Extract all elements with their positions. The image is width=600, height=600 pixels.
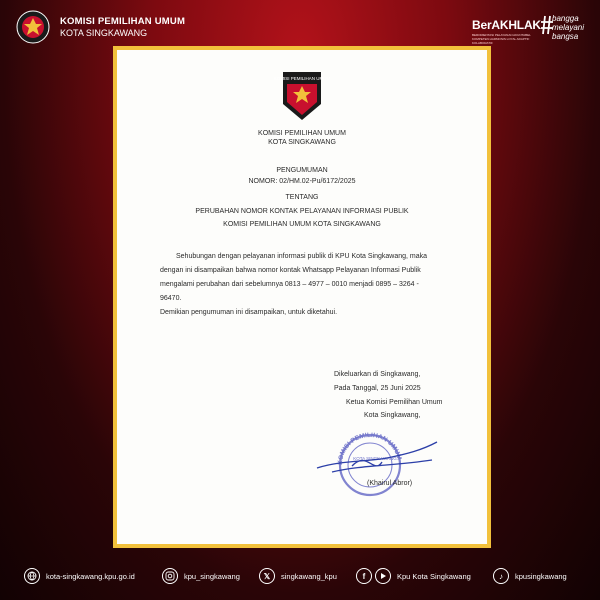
- signer-name: (Khairul Abror): [367, 480, 413, 487]
- body-line-2: dengan ini disampaikan bahwa nomor kontak Whatsapp Pelayanan Informasi Publik: [160, 267, 421, 274]
- berakhlak-logo-text: BerAKHLAK: [472, 18, 541, 32]
- signer-title-2: Kota Singkawang,: [364, 412, 421, 419]
- official-stamp-icon: [312, 420, 452, 500]
- footer-instagram[interactable]: [162, 568, 240, 584]
- letterhead-line-2: KOTA SINGKAWANG: [268, 139, 336, 146]
- x-text: singkawang_kpu: [281, 571, 337, 581]
- facebook-youtube-text: Kpu Kota Singkawang: [397, 571, 471, 581]
- org-subtitle: KOTA SINGKAWANG: [60, 28, 148, 38]
- doc-number: NOMOR: 02/HM.02-Pu/6172/2025: [248, 178, 356, 185]
- youtube-icon: [375, 568, 391, 584]
- doc-about: TENTANG: [285, 194, 319, 201]
- doc-subject-line-1: PERUBAHAN NOMOR KONTAK PELAYANAN INFORMASI PUBLIK: [195, 208, 409, 215]
- announcement-document: [117, 50, 487, 544]
- website-text: kota-singkawang.kpu.go.id: [46, 571, 135, 581]
- tiktok-text: kpusingkawang: [515, 571, 567, 581]
- footer-facebook-youtube[interactable]: [356, 568, 471, 584]
- kpu-logo: [16, 10, 50, 44]
- instagram-text: kpu_singkawang: [184, 571, 240, 581]
- kpu-seal-icon: [273, 70, 331, 122]
- tiktok-icon: ♪: [493, 568, 509, 584]
- body-line-4: 96470.: [160, 295, 182, 302]
- globe-icon: [24, 568, 40, 584]
- issued-date: Pada Tanggal, 25 Juni 2025: [334, 385, 421, 392]
- doc-title: PENGUMUMAN: [276, 167, 328, 174]
- slogan: [552, 14, 584, 41]
- slogan-line-1: bangga: [552, 14, 579, 23]
- issued-place: Dikeluarkan di Singkawang,: [334, 371, 421, 378]
- footer-tiktok[interactable]: [493, 568, 567, 584]
- letterhead-line-1: KOMISI PEMILIHAN UMUM: [258, 130, 346, 137]
- footer-x[interactable]: [259, 568, 337, 584]
- body-line-1: Sehubungan dengan pelayanan informasi publik di KPU Kota Singkawang, maka: [176, 253, 428, 260]
- stamp-arc-text: KOMISI PEMILIHAN UMUM: [336, 431, 403, 466]
- instagram-icon: [162, 568, 178, 584]
- facebook-icon: f: [356, 568, 372, 584]
- org-name: KOMISI PEMILIHAN UMUM: [60, 16, 186, 27]
- body-line-3: mengalami perubahan dari sebelumnya 0813 – 4977 – 0010 menjadi 0895 – 3264 -: [160, 281, 419, 288]
- signer-title-1: Ketua Komisi Pemilihan Umum: [346, 399, 443, 406]
- seal-text: KOMISI PEMILIHAN UMUM: [273, 76, 331, 81]
- header-bar: [0, 0, 600, 52]
- berakhlak-tagline: BERORIENTASI PELAYANAN AKUNTABEL KOMPETEN HARMONIS LOYAL ADAPTIF KOLABORATIF: [472, 33, 531, 45]
- slogan-line-3: bangsa: [552, 32, 579, 41]
- x-twitter-icon: 𝕏: [259, 568, 275, 584]
- slogan-line-2: melayani: [552, 23, 585, 32]
- doc-subject-line-2: KOMISI PEMILIHAN UMUM KOTA SINGKAWANG: [223, 221, 381, 228]
- body-line-5: Demikian pengumuman ini disampaikan, untuk diketahui.: [160, 309, 338, 316]
- footer-website[interactable]: [24, 568, 135, 584]
- stamp-center-text: KOTA SINGKAWANG: [353, 456, 397, 461]
